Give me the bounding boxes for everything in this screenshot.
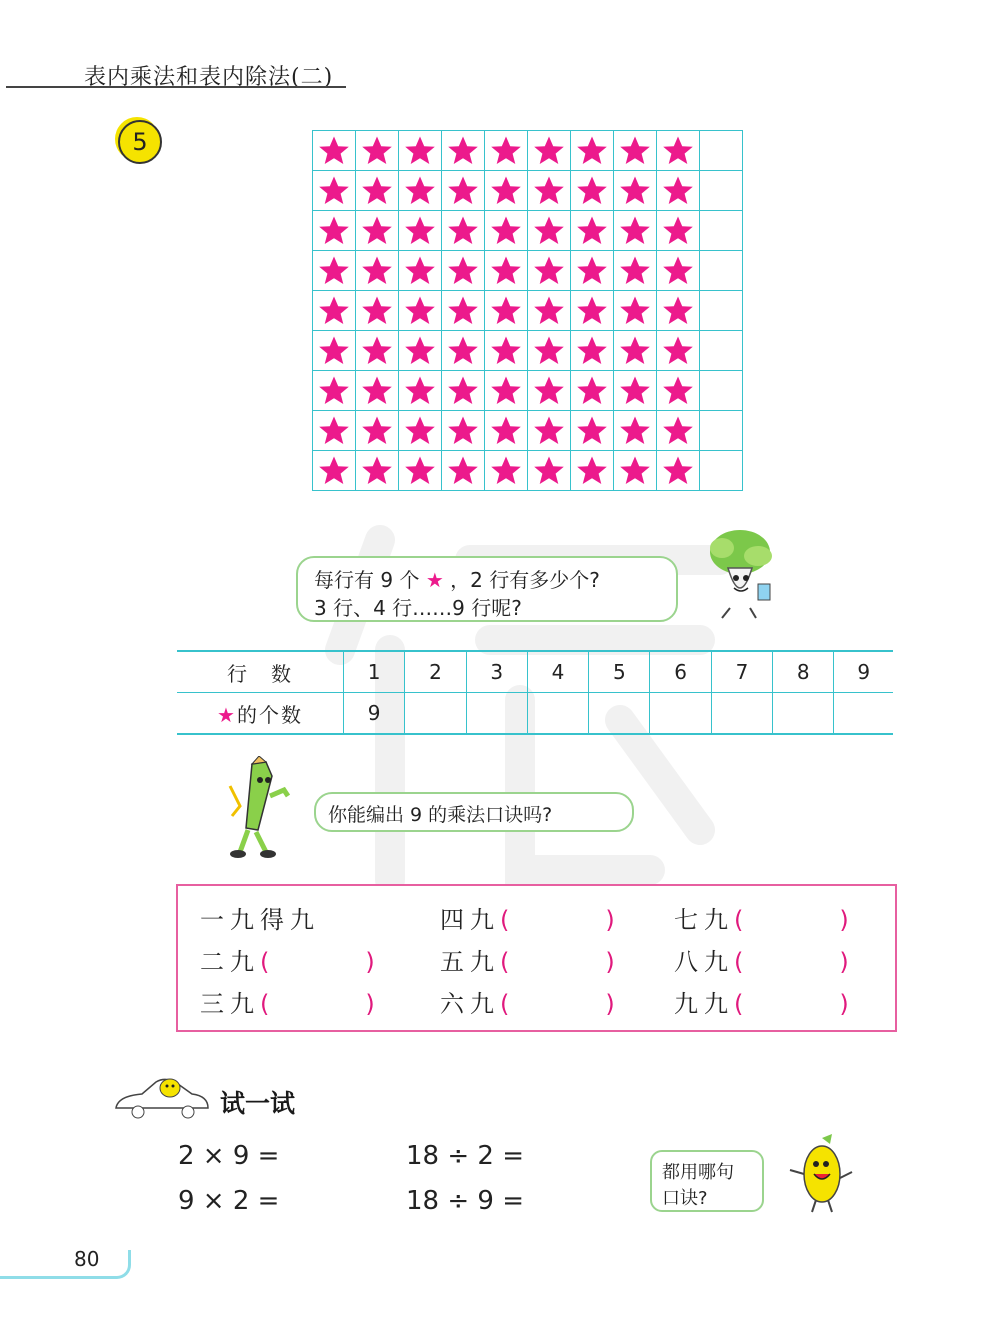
star-grid-cell bbox=[313, 131, 356, 171]
star-grid-cell bbox=[313, 411, 356, 451]
star-icon bbox=[447, 455, 479, 487]
star-icon bbox=[447, 135, 479, 167]
star-icon bbox=[490, 215, 522, 247]
star-grid-row bbox=[313, 291, 743, 331]
star-icon bbox=[447, 375, 479, 407]
star-icon bbox=[533, 175, 565, 207]
star-icon bbox=[576, 335, 608, 367]
star-grid-row bbox=[313, 371, 743, 411]
rhyme-5: 五九( ) bbox=[440, 948, 615, 976]
star-icon bbox=[490, 415, 522, 447]
star-icon bbox=[619, 135, 651, 167]
equation-3: 18 ÷ 2 = bbox=[406, 1141, 524, 1171]
hint-line1: 都用哪句 bbox=[662, 1162, 734, 1183]
star-grid-cell bbox=[356, 251, 399, 291]
star-icon bbox=[447, 215, 479, 247]
rhyme-9: 九九( ) bbox=[674, 990, 849, 1018]
star-icon bbox=[404, 455, 436, 487]
star-grid-cell bbox=[571, 251, 614, 291]
try-section-title: 试一试 bbox=[220, 1089, 296, 1118]
question-bubble bbox=[296, 556, 678, 622]
star-icon bbox=[361, 255, 393, 287]
star-grid-cell bbox=[399, 291, 442, 331]
star-grid-cell bbox=[528, 291, 571, 331]
star-grid-cell bbox=[485, 331, 528, 371]
star-grid-cell bbox=[442, 331, 485, 371]
star-icon bbox=[361, 295, 393, 327]
star-grid-cell bbox=[614, 331, 657, 371]
bubble-line2: 3 行、4 行……9 行呢? bbox=[314, 596, 522, 620]
star-icon bbox=[318, 215, 350, 247]
bubble-line1-start: 每行有 9 个 bbox=[314, 568, 420, 592]
star-grid-cell bbox=[442, 451, 485, 491]
star-icon bbox=[576, 255, 608, 287]
bubble-line1-end: ，2 行有多少个? bbox=[450, 568, 600, 592]
star-icon bbox=[533, 415, 565, 447]
rhyme-3: 三九( ) bbox=[200, 990, 375, 1018]
star-grid-cell bbox=[356, 131, 399, 171]
star-icon bbox=[619, 175, 651, 207]
star-grid-cell bbox=[485, 251, 528, 291]
header-rule bbox=[6, 86, 346, 88]
star-icon bbox=[619, 375, 651, 407]
star-icon bbox=[619, 215, 651, 247]
star-grid-cell bbox=[528, 451, 571, 491]
star-icon bbox=[404, 295, 436, 327]
star-count-header bbox=[177, 693, 344, 735]
star-icon bbox=[619, 335, 651, 367]
star-grid-cell bbox=[571, 171, 614, 211]
star-grid-cell bbox=[571, 451, 614, 491]
star-grid-cell bbox=[399, 331, 442, 371]
star-grid-cell bbox=[657, 131, 700, 171]
star-icon bbox=[662, 255, 694, 287]
star-grid-cell bbox=[571, 371, 614, 411]
rhyme-8: 八九( ) bbox=[674, 948, 849, 976]
star-grid-cell bbox=[442, 211, 485, 251]
star-icon bbox=[361, 415, 393, 447]
star-grid-cell bbox=[571, 291, 614, 331]
star-grid-cell bbox=[657, 171, 700, 211]
star-grid-cell bbox=[700, 251, 743, 291]
star-grid-row bbox=[313, 451, 743, 491]
star-grid-cell bbox=[399, 131, 442, 171]
star-grid-cell bbox=[700, 291, 743, 331]
star-icon bbox=[404, 375, 436, 407]
star-icon bbox=[490, 455, 522, 487]
rhyme-1: 一九得九 bbox=[200, 906, 320, 934]
star-icon bbox=[318, 175, 350, 207]
star-grid-cell bbox=[571, 411, 614, 451]
star-icon bbox=[576, 415, 608, 447]
star-count-cell[interactable]: 9 bbox=[344, 693, 405, 735]
star-count-cell[interactable] bbox=[650, 693, 711, 735]
star-icon bbox=[447, 295, 479, 327]
star-icon bbox=[447, 175, 479, 207]
corn-character-icon bbox=[782, 1134, 856, 1216]
star-icon bbox=[404, 335, 436, 367]
star-icon bbox=[490, 335, 522, 367]
star-icon bbox=[619, 455, 651, 487]
star-icon bbox=[533, 295, 565, 327]
star-icon bbox=[361, 455, 393, 487]
row-count-cell: 1 bbox=[344, 651, 405, 693]
star-count-cell[interactable] bbox=[405, 693, 466, 735]
star-icon bbox=[447, 415, 479, 447]
star-count-cell[interactable] bbox=[711, 693, 772, 735]
star-icon bbox=[404, 175, 436, 207]
star-grid-cell bbox=[528, 251, 571, 291]
star-icon bbox=[404, 415, 436, 447]
star-grid-cell bbox=[614, 451, 657, 491]
star-grid-cell bbox=[485, 211, 528, 251]
star-grid-cell bbox=[485, 131, 528, 171]
star-grid-cell bbox=[614, 411, 657, 451]
pencil-character-icon bbox=[222, 756, 296, 860]
star-grid-cell bbox=[442, 291, 485, 331]
star-grid-cell bbox=[442, 411, 485, 451]
star-icon bbox=[576, 135, 608, 167]
star-grid-row bbox=[313, 171, 743, 211]
star-icon bbox=[662, 415, 694, 447]
rhyme-2: 二九( ) bbox=[200, 948, 375, 976]
star-icon bbox=[404, 255, 436, 287]
star-grid-cell bbox=[356, 411, 399, 451]
star-grid-cell bbox=[313, 211, 356, 251]
star-grid-cell bbox=[399, 371, 442, 411]
star-grid-cell bbox=[700, 131, 743, 171]
rhyme-5-label: 五九 bbox=[440, 948, 500, 976]
star-grid-cell bbox=[356, 171, 399, 211]
star-grid-cell bbox=[614, 171, 657, 211]
star-grid-cell bbox=[356, 371, 399, 411]
row-count-cell: 4 bbox=[527, 651, 588, 693]
star-grid-cell bbox=[700, 451, 743, 491]
rhyme-2-label: 二九 bbox=[200, 948, 260, 976]
star-grid-cell bbox=[399, 451, 442, 491]
row-count-header: 行 数 bbox=[177, 651, 344, 693]
star-count-cell[interactable] bbox=[527, 693, 588, 735]
star-grid-row bbox=[313, 251, 743, 291]
star-icon bbox=[447, 255, 479, 287]
star-count-cell[interactable] bbox=[834, 693, 893, 735]
star-icon: ★ bbox=[217, 702, 237, 727]
star-icon bbox=[490, 135, 522, 167]
star-grid-cell bbox=[442, 251, 485, 291]
star-icon bbox=[490, 295, 522, 327]
star-icon bbox=[662, 375, 694, 407]
star-icon bbox=[662, 335, 694, 367]
star-grid-cell bbox=[657, 251, 700, 291]
page-number: 80 bbox=[74, 1247, 100, 1271]
star-grid-cell bbox=[356, 291, 399, 331]
star-grid-cell bbox=[614, 251, 657, 291]
star-grid-cell bbox=[657, 371, 700, 411]
star-icon bbox=[662, 215, 694, 247]
star-icon bbox=[619, 295, 651, 327]
star-icon bbox=[576, 375, 608, 407]
star-grid-cell bbox=[356, 331, 399, 371]
star-icon bbox=[662, 295, 694, 327]
row-count-cell: 5 bbox=[589, 651, 650, 693]
star-icon bbox=[576, 455, 608, 487]
star-grid-cell bbox=[528, 171, 571, 211]
star-icon: ★ bbox=[425, 568, 444, 592]
rhyme-7: 七九( ) bbox=[674, 906, 849, 934]
star-grid-cell bbox=[356, 451, 399, 491]
star-grid-row bbox=[313, 131, 743, 171]
star-icon bbox=[318, 255, 350, 287]
star-count-cell[interactable] bbox=[773, 693, 834, 735]
star-icon bbox=[533, 255, 565, 287]
star-grid-cell bbox=[442, 131, 485, 171]
star-count-table bbox=[177, 650, 893, 735]
star-grid-cell bbox=[313, 371, 356, 411]
rhyme-question-bubble bbox=[314, 792, 634, 832]
rhyme-8-label: 八九 bbox=[674, 948, 734, 976]
star-icon bbox=[447, 335, 479, 367]
star-grid-cell bbox=[399, 411, 442, 451]
star-icon bbox=[361, 135, 393, 167]
star-grid-cell bbox=[571, 211, 614, 251]
star-icon bbox=[533, 215, 565, 247]
car-character-icon bbox=[112, 1074, 212, 1122]
star-grid-cell bbox=[700, 371, 743, 411]
multiplication-rhyme-box bbox=[176, 884, 897, 1032]
star-grid-cell bbox=[700, 331, 743, 371]
star-icon bbox=[361, 375, 393, 407]
star-grid-cell bbox=[313, 251, 356, 291]
star-grid-cell bbox=[399, 211, 442, 251]
equation-2: 9 × 2 = bbox=[178, 1186, 280, 1216]
star-grid-cell bbox=[700, 211, 743, 251]
star-grid-cell bbox=[528, 211, 571, 251]
page-header-title: 表内乘法和表内除法(二) bbox=[84, 65, 334, 90]
star-grid-cell bbox=[571, 331, 614, 371]
page-number-tab bbox=[0, 1250, 131, 1279]
star-count-cell[interactable] bbox=[589, 693, 650, 735]
row-count-cell: 8 bbox=[773, 651, 834, 693]
star-grid-cell bbox=[657, 451, 700, 491]
rhyme-question-text: 你能编出 9 的乘法口诀吗? bbox=[328, 804, 553, 826]
rhyme-9-label: 九九 bbox=[674, 990, 734, 1018]
star-grid-row bbox=[313, 331, 743, 371]
rhyme-6: 六九( ) bbox=[440, 990, 615, 1018]
star-grid-row bbox=[313, 211, 743, 251]
star-icon bbox=[361, 335, 393, 367]
star-icon bbox=[662, 135, 694, 167]
row-count-cell: 3 bbox=[466, 651, 527, 693]
star-grid-cell bbox=[528, 131, 571, 171]
star-grid-cell bbox=[614, 211, 657, 251]
star-icon bbox=[318, 455, 350, 487]
rhyme-4-label: 四九 bbox=[440, 906, 500, 934]
star-icon bbox=[576, 295, 608, 327]
star-grid-cell bbox=[485, 451, 528, 491]
star-icon bbox=[361, 215, 393, 247]
row-count-cell: 6 bbox=[650, 651, 711, 693]
star-icon bbox=[404, 215, 436, 247]
equation-1: 2 × 9 = bbox=[178, 1141, 280, 1171]
hint-bubble bbox=[650, 1150, 764, 1212]
star-grid-cell bbox=[399, 251, 442, 291]
rhyme-3-label: 三九 bbox=[200, 990, 260, 1018]
rhyme-7-label: 七九 bbox=[674, 906, 734, 934]
row-count-cell: 7 bbox=[711, 651, 772, 693]
star-icon bbox=[619, 415, 651, 447]
star-icon bbox=[619, 255, 651, 287]
star-grid bbox=[312, 130, 743, 491]
star-grid-row bbox=[313, 411, 743, 451]
star-icon bbox=[318, 335, 350, 367]
rhyme-6-label: 六九 bbox=[440, 990, 500, 1018]
star-icon bbox=[490, 375, 522, 407]
star-icon bbox=[404, 135, 436, 167]
row-count-cell: 9 bbox=[834, 651, 893, 693]
star-grid-cell bbox=[657, 211, 700, 251]
star-grid-cell bbox=[485, 171, 528, 211]
equation-4: 18 ÷ 9 = bbox=[406, 1186, 524, 1216]
cabbage-character-icon bbox=[700, 528, 782, 622]
star-grid-cell bbox=[313, 291, 356, 331]
star-grid-cell bbox=[356, 211, 399, 251]
star-icon bbox=[490, 175, 522, 207]
star-grid-cell bbox=[700, 411, 743, 451]
star-grid-cell bbox=[313, 171, 356, 211]
star-icon bbox=[533, 335, 565, 367]
star-grid-cell bbox=[399, 171, 442, 211]
star-grid-cell bbox=[528, 331, 571, 371]
star-grid-cell bbox=[700, 171, 743, 211]
star-icon bbox=[662, 455, 694, 487]
star-icon bbox=[533, 135, 565, 167]
star-icon bbox=[533, 375, 565, 407]
star-grid-cell bbox=[528, 371, 571, 411]
star-grid-cell bbox=[528, 411, 571, 451]
star-grid-cell bbox=[485, 371, 528, 411]
star-grid-cell bbox=[571, 131, 614, 171]
star-icon bbox=[318, 375, 350, 407]
star-icon bbox=[361, 175, 393, 207]
star-count-label: 的个数 bbox=[236, 702, 303, 727]
star-icon bbox=[318, 415, 350, 447]
star-grid-cell bbox=[614, 291, 657, 331]
star-icon bbox=[533, 455, 565, 487]
star-grid-cell bbox=[485, 291, 528, 331]
star-grid-cell bbox=[313, 331, 356, 371]
star-icon bbox=[490, 255, 522, 287]
problem-number-badge: 5 bbox=[118, 120, 162, 164]
star-count-cell[interactable] bbox=[466, 693, 527, 735]
star-grid-cell bbox=[657, 331, 700, 371]
star-grid-cell bbox=[657, 291, 700, 331]
star-grid-cell bbox=[614, 371, 657, 411]
star-grid-cell bbox=[614, 131, 657, 171]
star-grid-cell bbox=[442, 171, 485, 211]
star-grid-cell bbox=[313, 451, 356, 491]
hint-line2: 口诀? bbox=[662, 1188, 708, 1209]
star-icon bbox=[318, 135, 350, 167]
star-icon bbox=[318, 295, 350, 327]
rhyme-4: 四九( ) bbox=[440, 906, 615, 934]
star-grid-cell bbox=[485, 411, 528, 451]
star-icon bbox=[576, 215, 608, 247]
star-grid-cell bbox=[442, 371, 485, 411]
star-grid-cell bbox=[657, 411, 700, 451]
star-icon bbox=[662, 175, 694, 207]
star-icon bbox=[576, 175, 608, 207]
row-count-cell: 2 bbox=[405, 651, 466, 693]
